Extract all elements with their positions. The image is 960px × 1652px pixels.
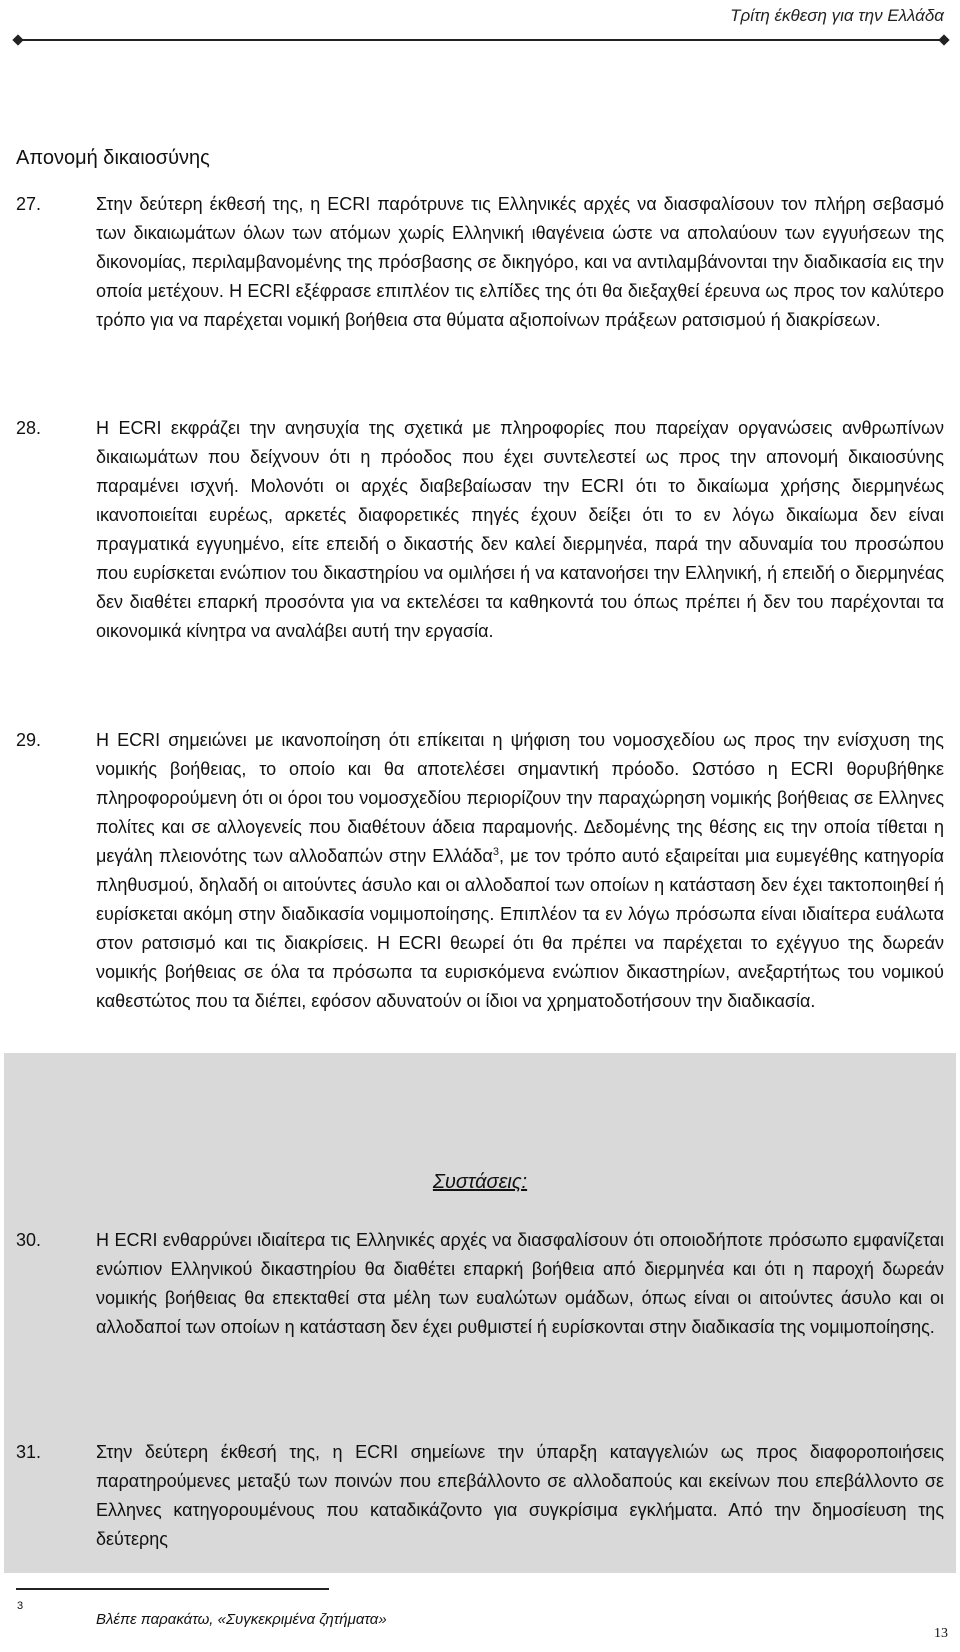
paragraph-31: [16, 1438, 944, 1554]
header-rule: [16, 39, 946, 41]
running-header: Τρίτη έκθεση για την Ελλάδα: [730, 6, 944, 25]
footnote-text: Βλέπε παρακάτω, «Συγκεκριμένα ζητήματα»: [96, 1611, 387, 1628]
footnote-number: 3: [17, 1600, 24, 1612]
paragraph-text: Η ECRI ενθαρρύνει ιδιαίτερα τις Ελληνικές αρχές να διασφαλίσουν ότι οποιοδήποτε πρόσωπο εμφανίζεται ενώπιον Ελληνικού δικαστηρίου θα διαθέτει επαρκή βοήθεια από διερμηνέα και ότι η παροχή δωρεάν νομικής βοήθειας θα επεκταθεί στα μέλη των ευαλώτων ομάδων, όπως είναι οι αιτούντες άσυλο και οι αλλοδαποί των οποίων η κατάσταση δεν έχει ρυθμιστεί ή ευρίσκονται στην διαδικασία της νομιμοποίησης.: [96, 1230, 944, 1337]
paragraph-text-part: , με τον τρόπο αυτό εξαιρείται μια ευμεγέθης κατηγορία πληθυσμού, δηλαδή οι αιτούντες άσυλο και οι αλλοδαποί των οποίων η κατάσταση δεν έχει τακτοποιηθεί ή ευρίσκεται ακόμη στην διαδικασία νομιμοποίησης. Επιπλέον τα εν λόγω πρόσωπα είναι ιδιαίτερα ευάλωτα στον ρατσισμό και τις διακρίσεις. Η ECRI θεωρεί ότι θα πρέπει να παρέχεται το εχέγγυο της δωρεάν νομικής βοήθειας σε όλα τα πρόσωπα τα ευρισκόμενα ενώπιον δικαστηρίων, ανεξαρτήτως του νομικού καθεστώτος που τα διέπει, εφόσον αδυνατούν οι ίδιοι να χρηματοδοτήσουν την διαδικασία.: [96, 846, 944, 1011]
footnote-reference: 3: [492, 846, 499, 858]
paragraph-text: Η ECRI εκφράζει την ανησυχία της σχετικά με πληροφορίες που παρείχαν οργανώσεις ανθρωπίνων δικαιωμάτων που δείχνουν ότι η πρόοδος που έχει συντελεστεί ως προς την απονομή δικαιοσύνης παραμένει ισχνή. Μολονότι οι αρχές διαβεβαίωσαν την ECRI ότι το δικαίωμα χρήσης διερμηνέως ικανοποιείται ευρέως, αρκετές διαφορετικές πηγές έχουν δείξει ότι το εν λόγω δικαίωμα δεν είναι πραγματικά εγγυημένο, είτε επειδή ο δικαστής δεν καλεί διερμηνέα, παρά την αδυναμία του προσώπου που ευρίσκεται ενώπιον του δικαστηρίου να ομιλήσει ή να κατανοήσει την Ελληνική, ή επειδή ο διερμηνέας δεν διαθέτει επαρκή προσόντα για να εκτελέσει τα καθηκοντά του όπως πρέπει ή δεν του παρέχονται τα οικονομικά κίνητρα να αναλάβει αυτή την εργασία.: [96, 418, 944, 641]
paragraph-30: [16, 1226, 944, 1342]
paragraph-text: [96, 726, 944, 1016]
paragraph-text: Στην δεύτερη έκθεσή της, η ECRI παρότρυνε τις Ελληνικές αρχές να διασφαλίσουν τον πλήρη σεβασμό των δικαιωμάτων όλων των ατόμων χωρίς Ελληνική ιθαγένεια ώστε να απολαύουν των εγγυήσεων της δικονομίας, περιλαμβανομένης της πρόσβασης σε δικηγόρο, και να αντιλαμβάνονται την διαδικασία εις την οποία μετέχουν. Η ECRI εξέφρασε επιπλέον τις ελπίδες της ότι θα διεξαχθεί έρευνα ως προς τον καλύτερο τρόπο για να παρέχεται νομική βοήθεια στα θύματα αξιοποίνων πράξεων ρατσισμού ή διακρίσεων.: [96, 194, 944, 330]
paragraph-27: [16, 190, 944, 335]
paragraph-29: [16, 726, 944, 1016]
paragraph-number: 31.: [16, 1442, 42, 1462]
recommendations-title: Συστάσεις:: [432, 1171, 528, 1193]
paragraph-28: [16, 414, 944, 646]
paragraph-number: 30.: [16, 1230, 42, 1250]
section-heading: Απονομή δικαιοσύνης: [16, 147, 210, 169]
paragraph-number: 29.: [16, 730, 42, 750]
footnote-rule: [16, 1588, 329, 1590]
paragraph-text-part: Η ECRI σημειώνει με ικανοποίηση ότι επίκειται η ψήφιση του νομοσχεδίου ως προς την ενίσχυση της νομικής βοήθειας, το οποίο και θα αποτελέσει σημαντική πρόοδο. Ωστόσο η ECRI θορυβήθηκε πληροφορούμενη ότι οι όροι του νομοσχεδίου περιορίζουν την παραχώρηση νομικής βοήθειας σε Ελληνες πολίτες και σε αλλογενείς που διαθέτουν άδεια παραμονής. Δεδομένης της θέσης εις την οποία τίθεται η μεγάλη πλειονότης των αλλοδαπών στην Ελλάδα: [96, 730, 944, 866]
paragraph-number: 27.: [16, 194, 42, 214]
page-number: 13: [934, 1626, 948, 1641]
paragraph-number: 28.: [16, 418, 42, 438]
paragraph-text: Στην δεύτερη έκθεσή της, η ECRI σημείωνε την ύπαρξη καταγγελιών ως προς διαφοροποιήσεις παρατηρούμενες μεταξύ των ποινών που επεβάλλοντο σε αλλοδαπούς και εκείνων που επεβάλλοντο σε Ελληνες κατηγορουμένους που καταδικάζοντο για συγκρίσιμα εγκλήματα. Από την δημοσίευση της δεύτερης: [96, 1442, 944, 1549]
